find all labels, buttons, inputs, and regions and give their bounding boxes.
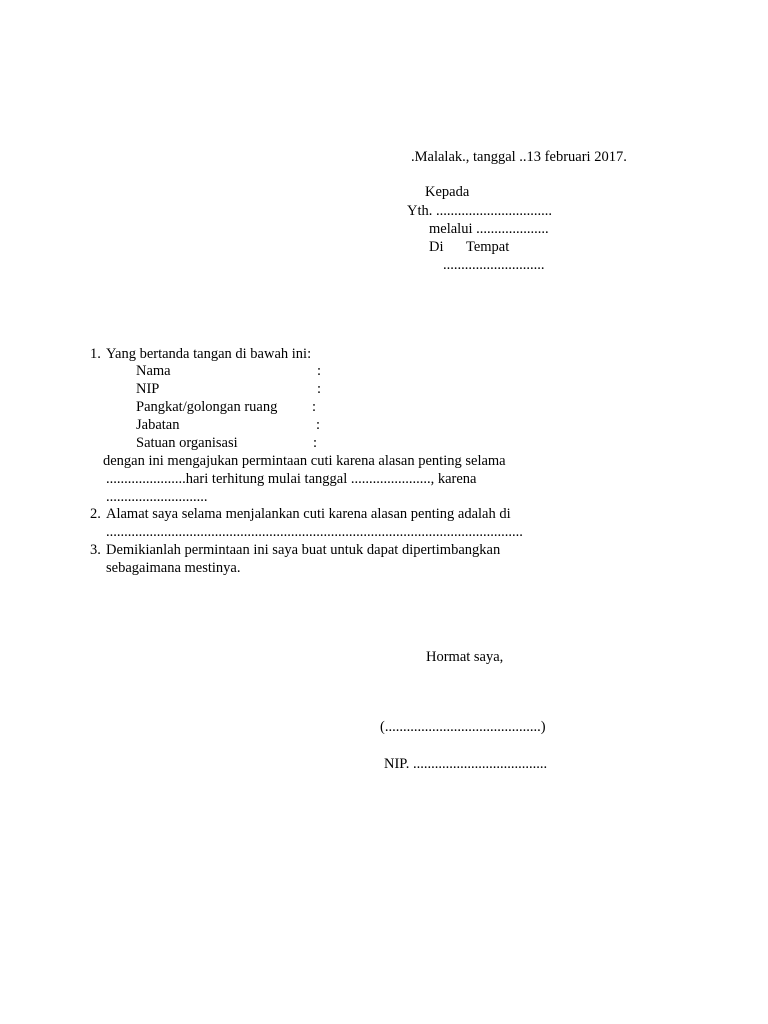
- field-colon-nama: :: [317, 363, 322, 379]
- section3-line2: sebagaimana mestinya.: [106, 560, 241, 576]
- field-colon-nip: :: [317, 381, 322, 397]
- di-label: Di: [429, 239, 444, 255]
- address-dots: ............................: [443, 257, 545, 273]
- section1-line3: ............................: [106, 489, 208, 505]
- tempat-label: Tempat: [466, 239, 510, 255]
- section1-intro: Yang bertanda tangan di bawah ini:: [106, 346, 312, 362]
- field-colon-pangkat: :: [312, 399, 317, 415]
- section3-line1: Demikianlah permintaan ini saya buat untuk dapat dipertimbangkan: [106, 542, 501, 558]
- signature-nip: NIP. .....................................: [384, 756, 548, 772]
- field-label-jabatan: Jabatan: [136, 417, 180, 433]
- melalui-line: melalui ....................: [429, 221, 549, 237]
- field-colon-jabatan: :: [316, 417, 321, 433]
- field-colon-satuan: :: [313, 435, 318, 451]
- field-label-nip: NIP: [136, 381, 160, 397]
- section1-line1: dengan ini mengajukan permintaan cuti karena alasan penting selama: [103, 453, 506, 469]
- kepada-label: Kepada: [425, 184, 470, 200]
- closing-text: Hormat saya,: [426, 649, 504, 665]
- field-label-nama: Nama: [136, 363, 171, 379]
- section2-line1: Alamat saya selama menjalankan cuti karena alasan penting adalah di: [106, 506, 511, 522]
- signature-name-blank: (...........................................): [380, 719, 546, 735]
- yth-line: Yth. ................................: [407, 203, 552, 219]
- section1-line2: ......................hari terhitung mulai tanggal ......................, karena: [106, 471, 477, 487]
- item-number-2: 2.: [90, 506, 101, 522]
- item-number-1: 1.: [90, 346, 101, 362]
- field-label-pangkat: Pangkat/golongan ruang: [136, 399, 278, 415]
- section2-line2: ...................................................................................................................: [106, 524, 523, 540]
- field-label-satuan: Satuan organisasi: [136, 435, 238, 451]
- place-date: .Malalak., tanggal ..13 februari 2017.: [411, 149, 627, 165]
- item-number-3: 3.: [90, 542, 101, 558]
